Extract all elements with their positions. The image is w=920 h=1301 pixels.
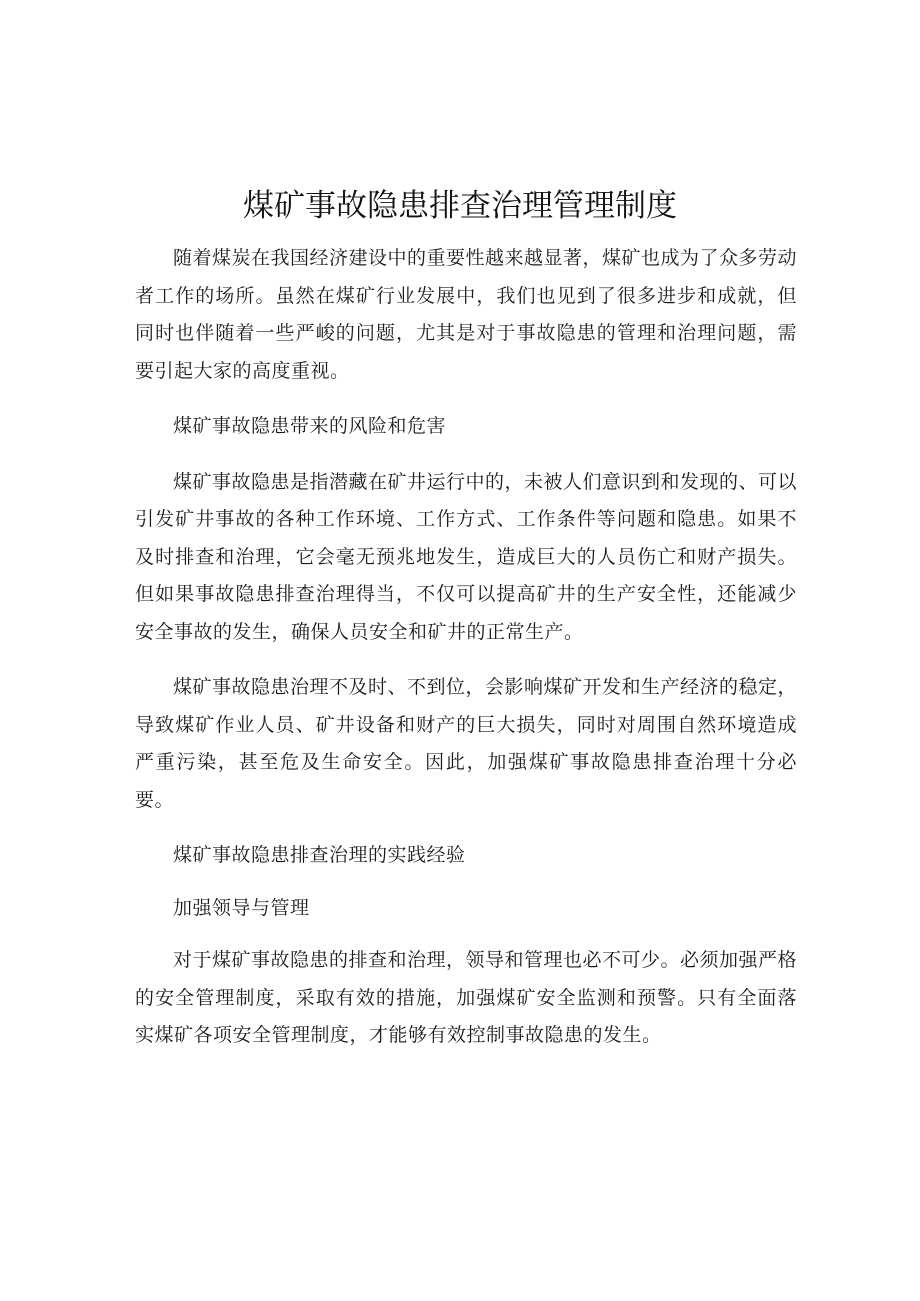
leadership-paragraph: 对于煤矿事故隐患的排查和治理，领导和管理也必不可少。必须加强严格的安全管理制度，采取有效的措施，加强煤矿安全监测和预警。只有全面落实煤矿各项安全管理制度，才能够有效控制事故隐患的发生。 [135,949,798,1046]
risks-paragraph-1: 煤矿事故隐患是指潜藏在矿井运行中的，未被人们意识到和发现的、可以引发矿井事故的各种工作环境、工作方式、工作条件等问题和隐患。如果不及时排查和治理，它会毫无预兆地发生，造成巨大的人员伤亡和财产损失。但如果事故隐患排查治理得当，不仅可以提高矿井的生产安全性，还能减少安全事故的发生，确保人员安全和矿井的正常生产。 [135,470,798,643]
risks-paragraph-2: 煤矿事故隐患治理不及时、不到位，会影响煤矿开发和生产经济的稳定，导致煤矿作业人员、矿井设备和财产的巨大损失，同时对周围自然环境造成严重污染，甚至危及生命安全。因此，加强煤矿事故隐患排查治理十分必要。 [135,676,798,811]
document-body [135,240,797,1055]
document-title: 煤矿事故隐患排查治理管理制度 [243,188,677,224]
section-heading-practice: 煤矿事故隐患排查治理的实践经验 [173,844,466,866]
section-heading-risks: 煤矿事故隐患带来的风险和危害 [173,415,447,437]
intro-paragraph: 随着煤炭在我国经济建设中的重要性越来越显著，煤矿也成为了众多劳动者工作的场所。虽然在煤矿行业发展中，我们也见到了很多进步和成就，但同时也伴随着一些严峻的问题，尤其是对于事故隐患的管理和治理问题，需要引起大家的高度重视。 [135,247,798,382]
subsection-heading-leadership: 加强领导与管理 [173,896,310,919]
